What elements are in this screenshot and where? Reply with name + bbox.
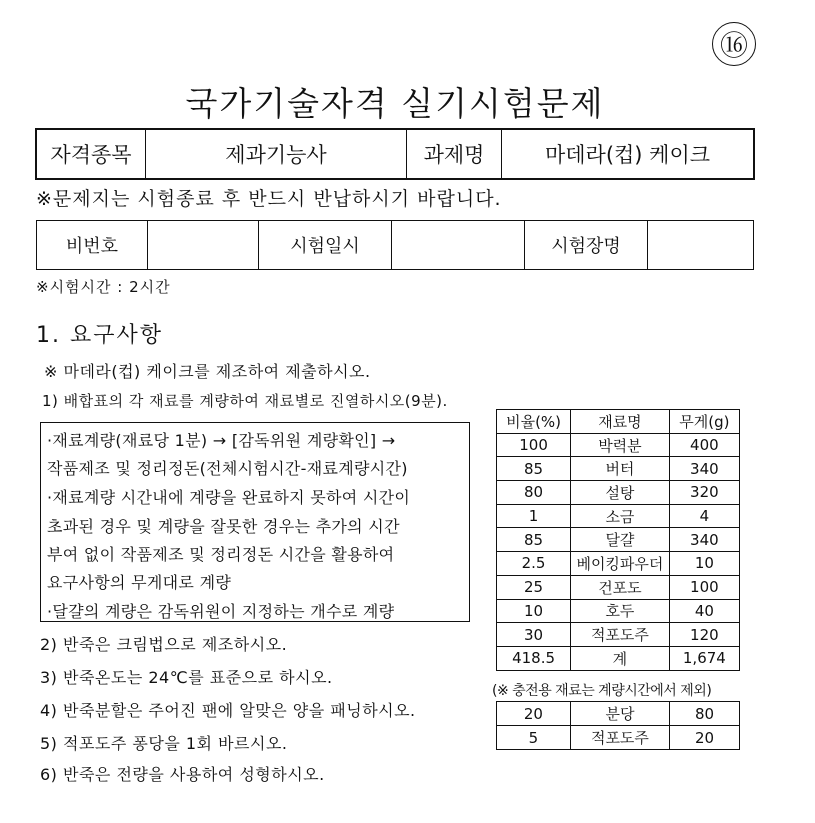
- filling-table: [496, 701, 740, 750]
- weight-cell: 4: [669, 504, 739, 528]
- table-row: [497, 575, 740, 599]
- ratio-cell: 100: [497, 433, 571, 457]
- weight-cell: 320: [669, 481, 739, 505]
- weight-cell: 20: [670, 726, 740, 750]
- weight-cell: 10: [669, 552, 739, 576]
- ratio-cell: 85: [497, 457, 571, 481]
- filling-note: (※ 충전용 재료는 계량시간에서 제외): [492, 683, 712, 699]
- ingredient-cell: 건포도: [571, 575, 670, 599]
- header-ratio: 비율(%): [497, 410, 571, 434]
- weight-cell: 340: [669, 457, 739, 481]
- place-value: [648, 221, 754, 270]
- weight-cell: 100: [669, 575, 739, 599]
- field-label: 자격종목: [36, 129, 146, 179]
- ratio-cell: 2.5: [497, 552, 571, 576]
- requirement-3: 3) 반죽온도는 24℃를 표준으로 하시오.: [40, 668, 333, 687]
- ingredient-cell: 소금: [571, 504, 670, 528]
- intro-text: ※ 마데라(컵) 케이크를 제조하여 제출하시오.: [44, 362, 371, 381]
- number-value: [148, 221, 259, 270]
- ratio-cell: 5: [497, 726, 571, 750]
- header-weight: 무게(g): [669, 410, 739, 434]
- requirement-1: 1) 배합표의 각 재료를 계량하여 재료별로 진열하시오(9분).: [42, 392, 448, 410]
- box-line: ·재료계량 시간내에 계량을 완료하지 못하여 시간이: [47, 488, 411, 507]
- place-label: 시험장명: [525, 221, 648, 270]
- date-value: [392, 221, 525, 270]
- requirement-2: 2) 반죽은 크림법으로 제조하시오.: [40, 635, 288, 654]
- ratio-cell: 80: [497, 481, 571, 505]
- ingredient-cell: 베이킹파우더: [571, 552, 670, 576]
- table-row: [497, 457, 740, 481]
- table-row: [497, 623, 740, 647]
- ratio-cell: 85: [497, 528, 571, 552]
- table-row: [497, 528, 740, 552]
- weight-cell: 400: [669, 433, 739, 457]
- ingredient-cell: 달걀: [571, 528, 670, 552]
- ratio-cell: 1: [497, 504, 571, 528]
- ingredient-cell: 호두: [571, 599, 670, 623]
- table-row: [497, 481, 740, 505]
- header-ingredient: 재료명: [571, 410, 670, 434]
- page-number: ⑯: [719, 29, 748, 62]
- weight-cell: 340: [669, 528, 739, 552]
- ingredient-cell: 계: [571, 646, 670, 670]
- table-row: [497, 702, 740, 726]
- exam-info-table: [36, 220, 754, 270]
- task-label: 과제명: [407, 129, 502, 179]
- requirement-4: 4) 반죽분할은 주어진 팬에 알맞은 양을 패닝하시오.: [40, 701, 416, 720]
- ingredient-cell: 설탕: [571, 481, 670, 505]
- ingredient-cell: 버터: [571, 457, 670, 481]
- exam-time: ※시험시간 : 2시간: [36, 278, 171, 296]
- page-title: 국가기술자격 실기시험문제: [185, 84, 605, 123]
- weighing-rules-box: [40, 422, 470, 622]
- box-line: ·재료계량(재료당 1분) → [감독위원 계량확인] →: [47, 431, 396, 450]
- page-number-badge: [712, 22, 756, 66]
- table-row: [497, 726, 740, 750]
- ratio-cell: 30: [497, 623, 571, 647]
- return-notice: ※문제지는 시험종료 후 반드시 반납하시기 바랍니다.: [36, 188, 502, 210]
- weight-cell: 1,674: [669, 646, 739, 670]
- number-label: 비번호: [37, 221, 148, 270]
- requirement-5: 5) 적포도주 퐁당을 1회 바르시오.: [40, 734, 288, 753]
- weight-cell: 120: [669, 623, 739, 647]
- weight-cell: 80: [670, 702, 740, 726]
- field-value: 제과기능사: [146, 129, 407, 179]
- ingredient-cell: 적포도주: [571, 623, 670, 647]
- ingredient-cell: 적포도주: [570, 726, 669, 750]
- ratio-cell: 25: [497, 575, 571, 599]
- table-row: [497, 504, 740, 528]
- task-value: 마데라(컵) 케이크: [502, 129, 755, 179]
- date-label: 시험일시: [259, 221, 392, 270]
- table-row: [497, 433, 740, 457]
- ratio-cell: 20: [497, 702, 571, 726]
- recipe-table: [496, 409, 740, 671]
- recipe-header-row: [497, 410, 740, 434]
- qualification-info-table: [35, 128, 755, 180]
- section-title: 1. 요구사항: [36, 323, 163, 348]
- table-row: [497, 552, 740, 576]
- table-row: [497, 599, 740, 623]
- box-line: 초과된 경우 및 계량을 잘못한 경우는 추가의 시간: [47, 517, 400, 536]
- ingredient-cell: 분당: [570, 702, 669, 726]
- requirement-6: 6) 반죽은 전량을 사용하여 성형하시오.: [40, 765, 325, 784]
- box-line: 부여 없이 작품제조 및 정리정돈 시간을 활용하여: [47, 545, 395, 564]
- weight-cell: 40: [669, 599, 739, 623]
- box-line: 작품제조 및 정리정돈(전체시험시간-재료계량시간): [47, 459, 408, 478]
- box-line: ·달걀의 계량은 감독위원이 지정하는 개수로 계량: [47, 602, 395, 621]
- ingredient-cell: 박력분: [571, 433, 670, 457]
- total-row: [497, 646, 740, 670]
- ratio-cell: 10: [497, 599, 571, 623]
- ratio-cell: 418.5: [497, 646, 571, 670]
- box-line: 요구사항의 무게대로 계량: [47, 573, 232, 592]
